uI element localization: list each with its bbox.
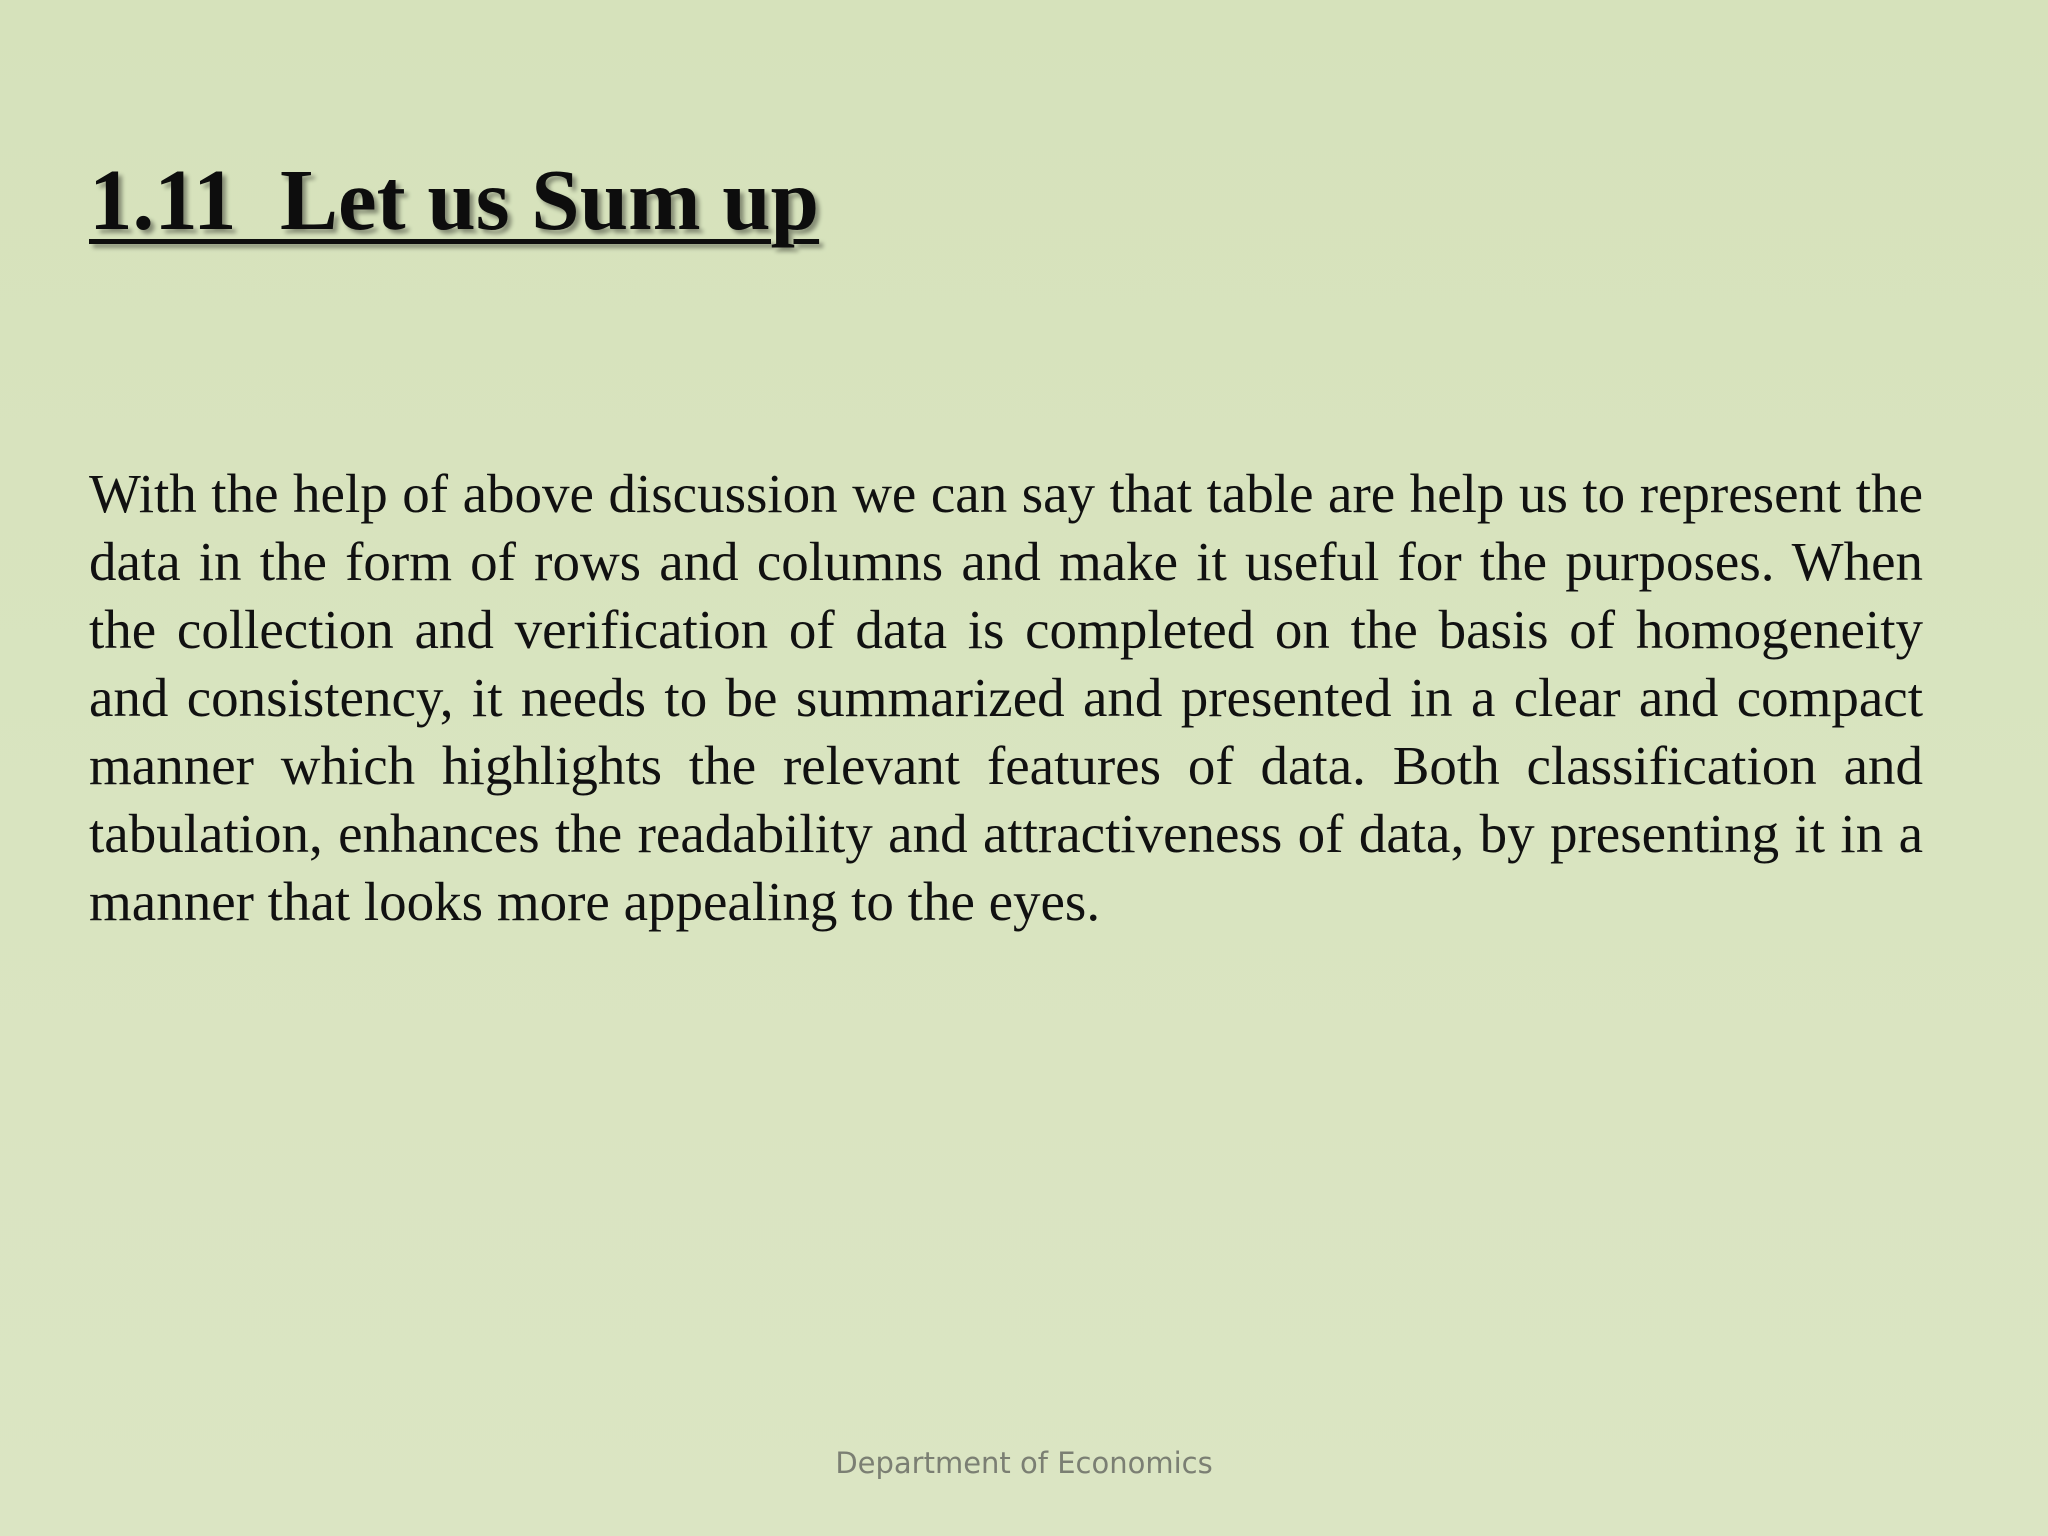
slide-title: 1.11 Let us Sum up <box>89 151 820 248</box>
body-paragraph: With the help of above discussion we can say that table are help us to represent the data in the form of rows and columns and make it useful for the purposes. When the collection and verification of data is completed on the basis of homogeneity and consistency, it needs to be summarized and presented in a clear and compact manner which highlights the relevant features of data. Both classification and tabulation, enhances the readability and attractiveness of data, by presenting it in a manner that looks more appealing to the eyes. <box>89 463 1923 932</box>
slide-footer: Department of Economics <box>835 1446 1213 1480</box>
